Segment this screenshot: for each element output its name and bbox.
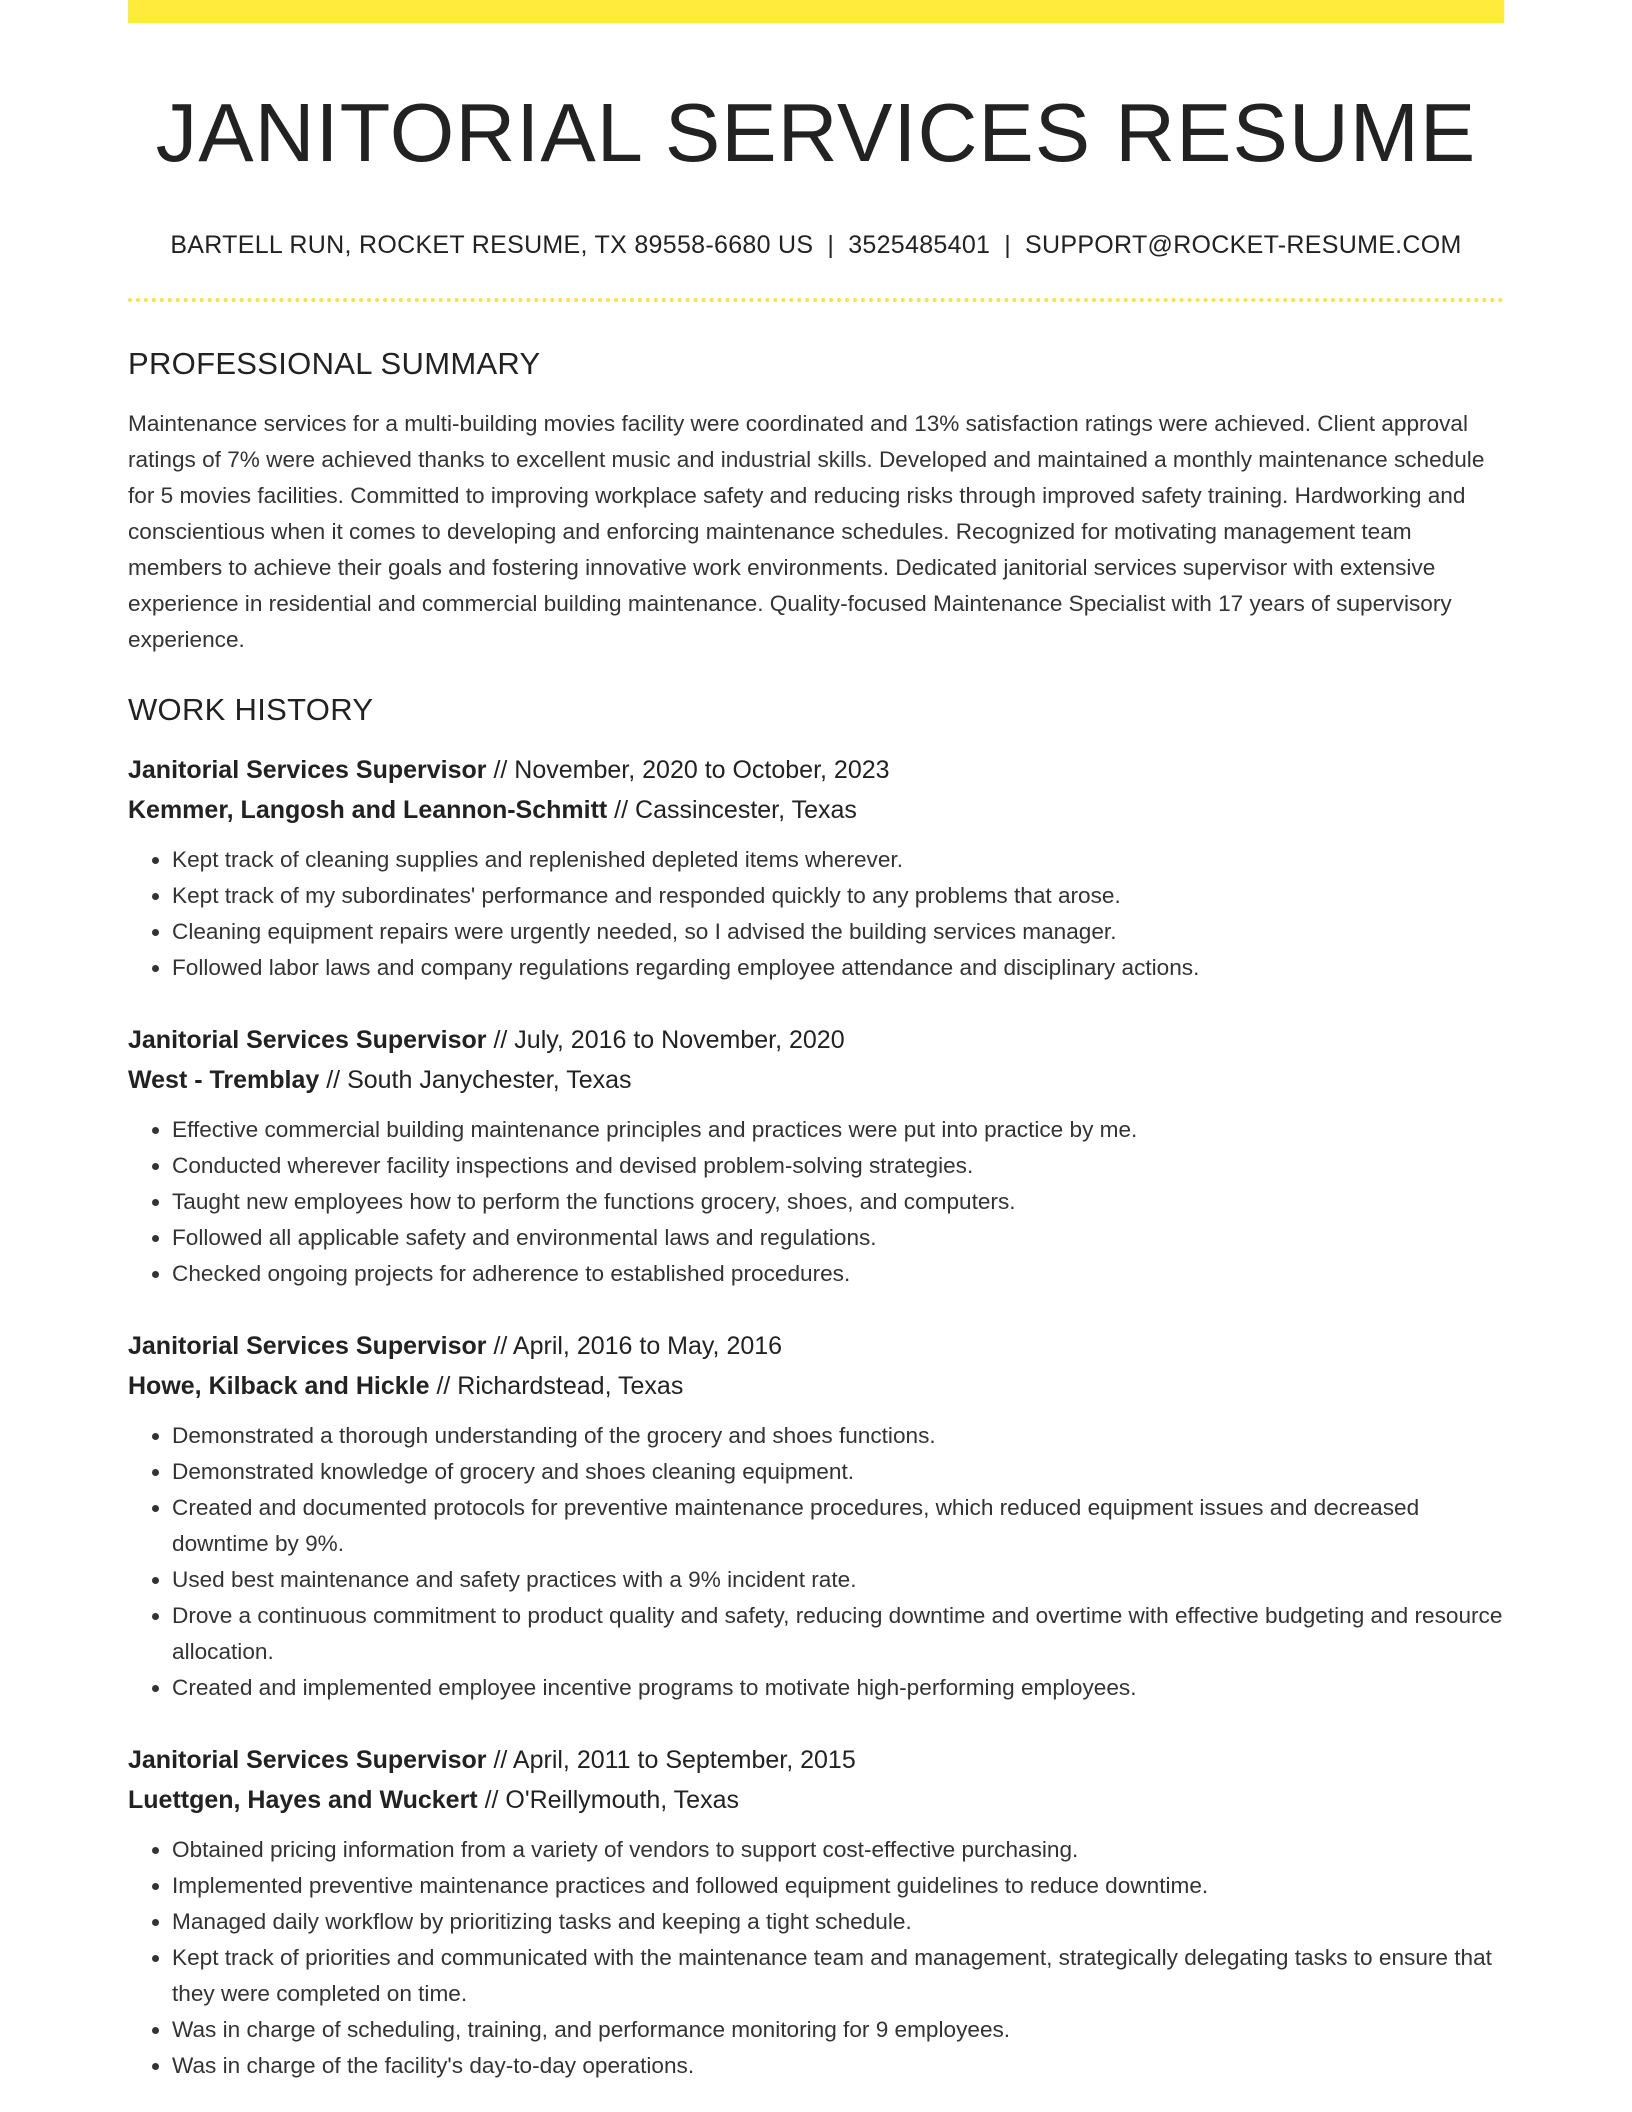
job-location: // Richardstead, Texas (429, 1371, 684, 1400)
duty-item: • Created and implemented employee incentive programs to motivate high-performing employees. (172, 1670, 1504, 1706)
summary-heading: PROFESSIONAL SUMMARY (128, 345, 541, 381)
job-role: Janitorial Services Supervisor (128, 1025, 487, 1054)
job-duties (128, 1832, 1504, 2084)
duty-item: • Demonstrated knowledge of grocery and shoes cleaning equipment. (172, 1454, 1504, 1490)
duty-item: • Kept track of my subordinates' performance and responded quickly to any problems that arose. (172, 878, 1504, 914)
job-company: West - Tremblay (128, 1065, 320, 1094)
job-location: // O'Reillymouth, Texas (477, 1785, 739, 1814)
contact-line (128, 231, 1504, 260)
resume-title: JANITORIAL SERVICES RESUME (155, 86, 1477, 179)
duty-item: • Was in charge of the facility's day-to-day operations. (172, 2048, 1504, 2084)
work-history-heading: WORK HISTORY (128, 691, 374, 727)
duty-item: • Kept track of cleaning supplies and replenished depleted items wherever. (172, 842, 1504, 878)
duty-item: • Followed labor laws and company regulations regarding employee attendance and disciplinary actions. (172, 950, 1504, 986)
duty-item: • Was in charge of scheduling, training, and performance monitoring for 9 employees. (172, 2012, 1504, 2048)
duty-item: • Used best maintenance and safety practices with a 9% incident rate. (172, 1562, 1504, 1598)
job-entry (128, 750, 1504, 986)
job-location: // Cassincester, Texas (607, 795, 857, 824)
duty-item: • Cleaning equipment repairs were urgently needed, so I advised the building services manager. (172, 914, 1504, 950)
job-company-line (128, 1780, 1504, 1820)
job-company-line (128, 1366, 1504, 1406)
job-entry (128, 1740, 1504, 2084)
job-company: Howe, Kilback and Hickle (128, 1371, 430, 1400)
duty-item: • Implemented preventive maintenance practices and followed equipment guidelines to reduce downtime. (172, 1868, 1504, 1904)
job-dates: // November, 2020 to October, 2023 (486, 755, 890, 784)
duty-item: • Followed all applicable safety and environmental laws and regulations. (172, 1220, 1504, 1256)
accent-bar (128, 0, 1504, 23)
job-list (128, 750, 1504, 2084)
job-duties (128, 1112, 1504, 1292)
job-company-line (128, 1060, 1504, 1100)
dotted-divider (128, 298, 1504, 302)
job-role: Janitorial Services Supervisor (128, 1745, 487, 1774)
job-role-line (128, 1326, 1504, 1366)
summary-text: Maintenance services for a multi-building movies facility were coordinated and 13% satisfaction ratings were achieved. Client approval ratings of 7% were achieved thanks to excellent music and industrial skills. Developed and maintained a monthly maintenance schedule for 5 movies facilities. Committed to improving workplace safety and reducing risks through improved safety training. Hardworking and conscientious when it comes to developing and enforcing maintenance schedules. Recognized for motivating management team members to achieve their goals and fostering innovative work environments. Dedicated janitorial services supervisor with extensive experience in residential and commercial building maintenance. Quality-focused Maintenance Specialist with 17 years of supervisory experience. (128, 410, 1485, 652)
job-company: Kemmer, Langosh and Leannon-Schmitt (128, 795, 608, 824)
duty-item: • Checked ongoing projects for adherence to established procedures. (172, 1256, 1504, 1292)
resume-page (128, 0, 1504, 2084)
job-dates: // April, 2016 to May, 2016 (486, 1331, 783, 1360)
contact-address: BARTELL RUN, ROCKET RESUME, TX 89558-6680 US (170, 230, 814, 259)
job-company-line (128, 790, 1504, 830)
contact-email: SUPPORT@ROCKET-RESUME.COM (1025, 230, 1462, 259)
contact-phone: 3525485401 (848, 230, 991, 259)
duty-item: • Effective commercial building maintenance principles and practices were put into practice by me. (172, 1112, 1504, 1148)
duty-item: • Obtained pricing information from a variety of vendors to support cost-effective purchasing. (172, 1832, 1504, 1868)
duty-item: • Created and documented protocols for preventive maintenance procedures, which reduced equipment issues and decreased downtime by 9%. (172, 1490, 1504, 1562)
job-duties (128, 842, 1504, 986)
job-dates: // April, 2011 to September, 2015 (486, 1745, 856, 1774)
job-role-line (128, 1020, 1504, 1060)
job-company: Luettgen, Hayes and Wuckert (128, 1785, 478, 1814)
duty-item: • Taught new employees how to perform the functions grocery, shoes, and computers. (172, 1184, 1504, 1220)
duty-item: • Conducted wherever facility inspections and devised problem-solving strategies. (172, 1148, 1504, 1184)
duty-item: • Managed daily workflow by prioritizing tasks and keeping a tight schedule. (172, 1904, 1504, 1940)
job-entry (128, 1326, 1504, 1706)
job-entry (128, 1020, 1504, 1292)
job-dates: // July, 2016 to November, 2020 (486, 1025, 845, 1054)
job-role-line (128, 1740, 1504, 1780)
duty-item: • Drove a continuous commitment to product quality and safety, reducing downtime and overtime with effective budgeting and resource allocation. (172, 1598, 1504, 1670)
job-duties (128, 1418, 1504, 1706)
duty-item: • Demonstrated a thorough understanding of the grocery and shoes functions. (172, 1418, 1504, 1454)
job-location: // South Janychester, Texas (319, 1065, 632, 1094)
contact-separator: | (1004, 230, 1012, 259)
job-role: Janitorial Services Supervisor (128, 1331, 487, 1360)
duty-item: • Kept track of priorities and communicated with the maintenance team and management, strategically delegating tasks to ensure that they were completed on time. (172, 1940, 1504, 2012)
job-role-line (128, 750, 1504, 790)
contact-separator: | (827, 230, 835, 259)
job-role: Janitorial Services Supervisor (128, 755, 487, 784)
